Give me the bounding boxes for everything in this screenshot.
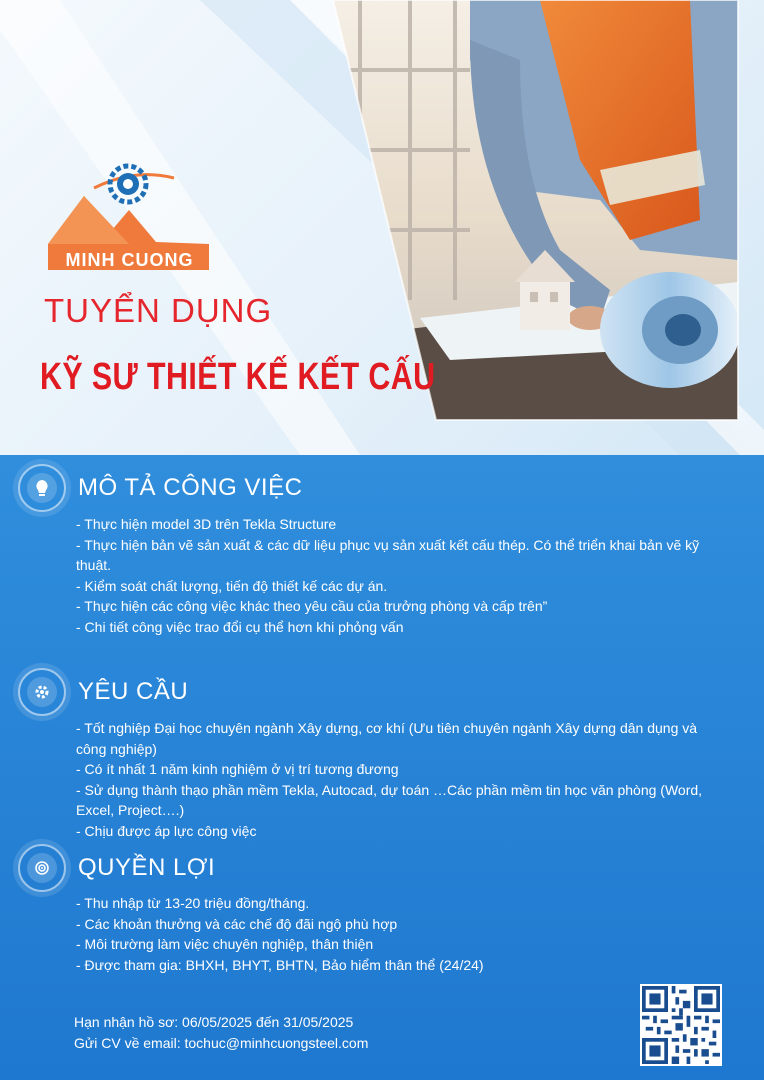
job-description-section bbox=[18, 464, 302, 512]
requirements-section bbox=[18, 668, 188, 716]
list-item: - Được tham gia: BHXH, BHYT, BHTN, Bảo hiểm thân thể (24/24) bbox=[76, 956, 484, 973]
lightbulb-icon bbox=[18, 464, 66, 512]
position-title: KỸ SƯ THIẾT KẾ KẾT CẤU bbox=[40, 356, 436, 398]
qr-code-icon bbox=[640, 984, 722, 1066]
list-item: - Tốt nghiệp Đại học chuyên ngành Xây dựng, cơ khí (Ưu tiên chuyên ngành Xây dựng dân dụng và công nghiệp) bbox=[76, 720, 698, 757]
job-description-list bbox=[76, 514, 716, 637]
list-item: - Thực hiện bản vẽ sản xuất & các dữ liệu phục vụ sản xuất kết cấu thép. Có thể triển khai bản vẽ kỹ thuật. bbox=[76, 536, 700, 573]
benefits-section bbox=[18, 844, 215, 892]
application-deadline: Hạn nhận hồ sơ: 06/05/2025 đến 31/05/2025 bbox=[74, 1014, 354, 1030]
list-item: - Có ít nhất 1 năm kinh nghiệm ở vị trí tương đương bbox=[76, 761, 399, 777]
requirements-list bbox=[76, 718, 716, 841]
list-item: - Thu nhập từ 13-20 triệu đồng/tháng. bbox=[76, 895, 310, 911]
benefits-title: QUYỀN LỢI bbox=[78, 854, 216, 881]
list-item: - Kiểm soát chất lượng, tiến độ thiết kế các dự án. bbox=[76, 577, 388, 594]
gear-icon bbox=[18, 668, 66, 716]
benefits-list bbox=[76, 893, 716, 975]
list-item: - Sử dụng thành thạo phần mềm Tekla, Autocad, dự toán …Các phần mềm tin học văn phòng (Word, Excel, Project….) bbox=[76, 781, 703, 818]
contact-email[interactable]: Gửi CV về email: tochuc@minhcuongsteel.com bbox=[74, 1035, 369, 1051]
job-description-title: MÔ TẢ CÔNG VIỆC bbox=[78, 474, 303, 501]
list-item: - Các khoản thưởng và các chế độ đãi ngộ phù hợp bbox=[76, 915, 398, 932]
list-item: - Chi tiết công việc trao đổi cụ thể hơn khi phỏng vấn bbox=[76, 618, 404, 635]
list-item: - Chịu được áp lực công việc bbox=[76, 822, 257, 839]
contact-info bbox=[74, 1012, 368, 1054]
list-item: - Thực hiện model 3D trên Tekla Structure bbox=[76, 516, 337, 532]
company-name: MINH CUONG bbox=[65, 250, 194, 270]
requirements-title: YÊU CẦU bbox=[78, 678, 189, 705]
list-item: - Thực hiện các công việc khác theo yêu cầu của trưởng phòng và cấp trên” bbox=[76, 598, 548, 614]
target-icon bbox=[18, 844, 66, 892]
list-item: - Môi trường làm việc chuyên nghiệp, thân thiện bbox=[76, 936, 374, 952]
hiring-heading: TUYỂN DỤNG bbox=[44, 292, 273, 329]
